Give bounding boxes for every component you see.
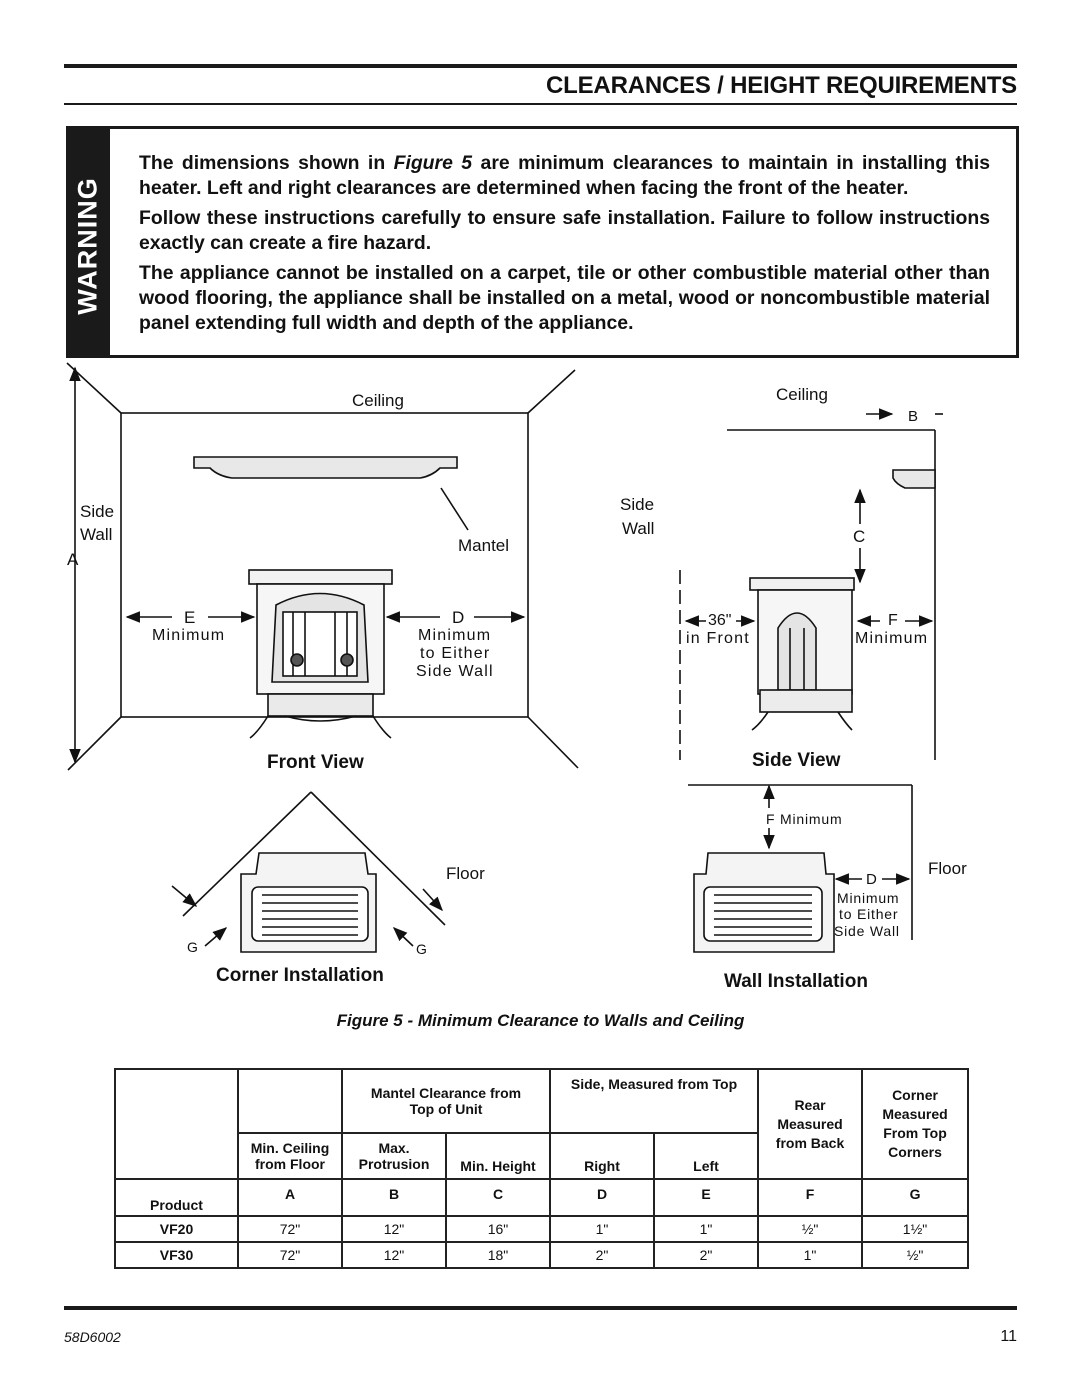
value-cell: 72" (238, 1216, 342, 1242)
wall-installation-title: Wall Installation (724, 971, 868, 992)
dimension-d-label: D (452, 608, 465, 627)
letter-cell: G (862, 1179, 968, 1216)
clearance-table (114, 1068, 969, 1269)
in-front-label: in Front (686, 630, 750, 647)
stove-side-drawing (750, 578, 854, 730)
wall-floor-label: Floor (928, 859, 967, 878)
dimension-g-left-label: G (187, 939, 198, 955)
letter-cell: B (342, 1179, 446, 1216)
value-cell: 1" (550, 1216, 654, 1242)
table-cell-empty (115, 1069, 238, 1179)
header-right: Right (550, 1133, 654, 1179)
table-cell-empty (238, 1069, 342, 1133)
value-cell: 2" (654, 1242, 758, 1268)
dimension-c-label: C (853, 527, 866, 546)
stove-top-view-wall (694, 853, 834, 952)
side-wall-label-2: Wall (622, 519, 655, 538)
value-cell: 16" (446, 1216, 550, 1242)
dimension-36-label: 36" (708, 612, 732, 629)
warning-paragraph-2: Follow these instructions carefully to ensure safe installation. Failure to follow instructions exactly can create a fire hazard. (139, 207, 990, 254)
header-left: Left (654, 1133, 758, 1179)
warning-paragraph-1: The dimensions shown in Figure 5 are minimum clearances to maintain in installing this heater. Left and right clearances are determined when facing the front of the heater. (139, 152, 991, 199)
warning-paragraph-3: The appliance cannot be installed on a carpet, tile or other combustible material other than wood flooring, the appliance shall be installed on a metal, wood or noncombustible material panel extending full width and depth of the appliance. (139, 262, 990, 334)
product-cell: VF20 (115, 1216, 238, 1242)
dimension-e-label: E (184, 608, 196, 627)
corner-floor-label: Floor (446, 864, 485, 883)
value-cell: 18" (446, 1242, 550, 1268)
mantel-leader (441, 488, 468, 530)
value-cell: 72" (238, 1242, 342, 1268)
footer-rule (64, 1306, 1017, 1310)
dimension-d-either-label: to Either (420, 645, 491, 662)
document-number: 58D6002 (64, 1329, 121, 1345)
letter-cell: F (758, 1179, 862, 1216)
header-product: Product (115, 1179, 238, 1216)
wall-d-minimum-label: Minimum (837, 890, 900, 906)
corner-installation-title: Corner Installation (216, 965, 384, 986)
stove-front-drawing (249, 570, 392, 738)
value-cell: 2" (550, 1242, 654, 1268)
header-min-height: Min. Height (446, 1133, 550, 1179)
dimension-d-side-wall-label: Side Wall (416, 663, 494, 680)
wall-d-either-label: to Either (839, 906, 899, 922)
page-number: 11 (1000, 1328, 1017, 1345)
front-ceiling-label: Ceiling (352, 391, 404, 410)
value-cell: 1" (758, 1242, 862, 1268)
room-edge (528, 370, 575, 413)
room-edge (528, 717, 578, 768)
dimension-d-minimum-label: Minimum (418, 627, 492, 644)
letter-cell: D (550, 1179, 654, 1216)
wall-dimension-d-label: D (866, 871, 877, 888)
stove-top-view-corner (241, 853, 376, 952)
dimension-b-label: B (908, 408, 919, 425)
letter-cell: E (654, 1179, 758, 1216)
mantel-shape (194, 457, 457, 478)
front-view-title: Front View (267, 752, 364, 773)
side-mantel-shape (893, 470, 935, 488)
table-row (115, 1216, 968, 1242)
front-side-wall-label-1: Side (80, 502, 115, 521)
value-cell: ½" (758, 1216, 862, 1242)
header-mantel-clearance: Mantel Clearance from Top of Unit (342, 1069, 550, 1133)
header-max-protrusion: Max. Protrusion (342, 1133, 446, 1179)
table-row (115, 1242, 968, 1268)
header-rear-measured: Rear Measured from Back (758, 1069, 862, 1179)
table-letter-row (115, 1179, 968, 1216)
dimension-g-arrow-upper-left (172, 886, 196, 906)
dimension-g-arrow-lower-right (394, 928, 413, 946)
figure-reference: Figure 5 (393, 152, 473, 174)
table-header-row-1 (115, 1069, 968, 1133)
page-title: CLEARANCES / HEIGHT REQUIREMENTS (546, 72, 1017, 99)
header-min-ceiling: Min. Ceiling from Floor (238, 1133, 342, 1179)
front-side-wall-label-2: Wall (80, 525, 113, 544)
side-ceiling-label: Ceiling (776, 385, 828, 404)
warning-label-text: WARNING (72, 177, 103, 315)
dimension-a-label: A (67, 550, 79, 569)
product-cell: VF30 (115, 1242, 238, 1268)
mantel-label: Mantel (458, 536, 510, 555)
dimension-g-arrow-lower-left (205, 928, 226, 946)
dimension-f-label: F (888, 612, 898, 629)
dimension-g-right-label: G (416, 941, 427, 957)
side-wall-label-1: Side (620, 495, 655, 514)
side-view-title: Side View (752, 750, 841, 771)
header-side-measured: Side, Measured from Top (550, 1069, 758, 1133)
wall-d-side-wall-label: Side Wall (834, 923, 900, 939)
letter-cell: C (446, 1179, 550, 1216)
value-cell: 1" (654, 1216, 758, 1242)
header-corner-measured: Corner Measured From Top Corners (862, 1069, 968, 1179)
dimension-f-minimum-label: Minimum (855, 630, 929, 647)
room-edge (68, 717, 121, 770)
letter-cell: A (238, 1179, 342, 1216)
figure-caption: Figure 5 - Minimum Clearance to Walls and Ceiling (336, 1011, 745, 1030)
dimension-e-minimum-label: Minimum (152, 627, 226, 644)
wall-f-minimum-label: F Minimum (766, 811, 843, 827)
value-cell: 12" (342, 1242, 446, 1268)
value-cell: ½" (862, 1242, 968, 1268)
value-cell: 12" (342, 1216, 446, 1242)
value-cell: 1½" (862, 1216, 968, 1242)
